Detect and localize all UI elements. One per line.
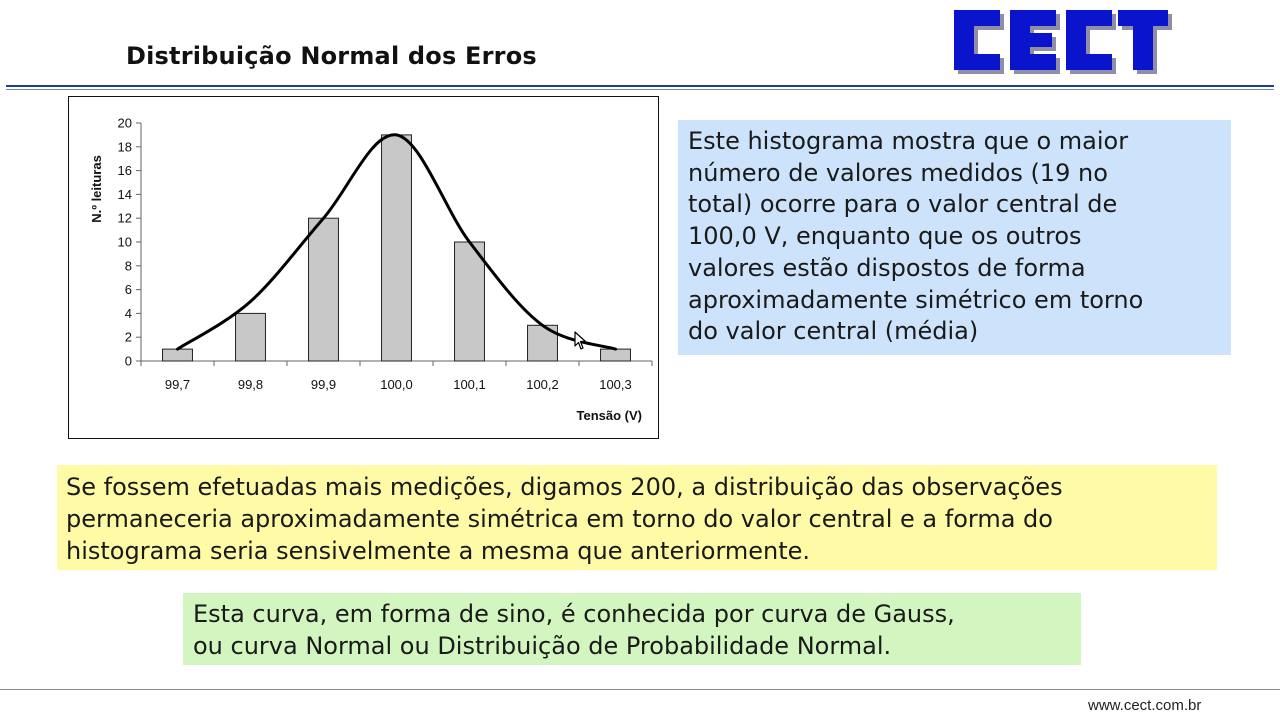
note-line: Se fossem efetuadas mais medições, digamos 200, a distribuição das observações xyxy=(66,473,1063,501)
y-tick-label: 10 xyxy=(117,234,132,250)
x-tick-label: 99,7 xyxy=(164,377,191,392)
histogram-bar xyxy=(236,313,266,361)
x-tick-label: 100,1 xyxy=(453,377,486,392)
gauss-definition-line: Esta curva, em forma de sino, é conhecida por curva de Gauss, xyxy=(193,600,955,628)
header-rule-thin xyxy=(6,89,1274,90)
y-axis-label: N.º leituras xyxy=(89,155,104,223)
histogram-svg xyxy=(69,97,660,440)
y-tick-label: 0 xyxy=(124,353,132,369)
note-line: histograma seria sensivelmente a mesma que anteriormente. xyxy=(66,537,811,565)
histogram-bar xyxy=(601,349,631,361)
explanation-box xyxy=(678,120,1231,355)
explanation-line: valores estão dispostos de forma xyxy=(688,253,1086,282)
note-line: permaneceria aproximadamente simétrica em torno do valor central e a forma do xyxy=(66,505,1053,533)
y-tick-label: 20 xyxy=(117,115,132,131)
explanation-line: do valor central (média) xyxy=(688,317,979,346)
explanation-line: Este histograma mostra que o maior xyxy=(688,127,1129,155)
histogram-bar xyxy=(382,135,412,361)
explanation-line: 100,0 V, enquanto que os outros xyxy=(688,222,1082,251)
histogram-bar xyxy=(309,218,339,361)
explanation-line: número de valores medidos (19 no xyxy=(688,158,1108,187)
explanation-line: total) ocorre para o valor central de xyxy=(688,190,1118,219)
page-title: Distribuição Normal dos Erros xyxy=(126,42,537,70)
explanation-line: aproximadamente simétrico em torno xyxy=(688,285,1144,314)
histogram-chart xyxy=(68,96,659,439)
x-tick-label: 99,9 xyxy=(310,377,337,392)
note-box xyxy=(57,465,1217,570)
x-tick-label: 100,2 xyxy=(526,377,559,392)
logo-letters xyxy=(954,10,1168,70)
y-tick-label: 12 xyxy=(117,210,132,226)
header-rule xyxy=(6,85,1274,87)
histogram-bar xyxy=(163,349,193,361)
x-tick-label: 100,3 xyxy=(599,377,632,392)
x-axis-label: Tensão (V) xyxy=(576,408,642,423)
x-tick-label: 99,8 xyxy=(237,377,264,392)
histogram-bar xyxy=(455,242,485,361)
y-tick-label: 8 xyxy=(124,258,132,274)
y-tick-label: 16 xyxy=(117,163,132,179)
y-tick-label: 6 xyxy=(124,282,132,298)
y-tick-label: 14 xyxy=(117,186,132,202)
gauss-definition-line: ou curva Normal ou Distribuição de Probabilidade Normal. xyxy=(193,632,892,660)
footer-url[interactable]: www.cect.com.br xyxy=(1088,697,1202,714)
gauss-definition-box xyxy=(183,593,1081,665)
y-tick-label: 18 xyxy=(117,139,132,155)
footer-rule xyxy=(0,689,1280,690)
y-tick-label: 4 xyxy=(124,305,132,321)
x-tick-label: 100,0 xyxy=(380,377,413,392)
y-tick-label: 2 xyxy=(124,329,132,345)
cect-logo xyxy=(948,6,1178,82)
mouse-cursor-icon xyxy=(574,331,588,351)
